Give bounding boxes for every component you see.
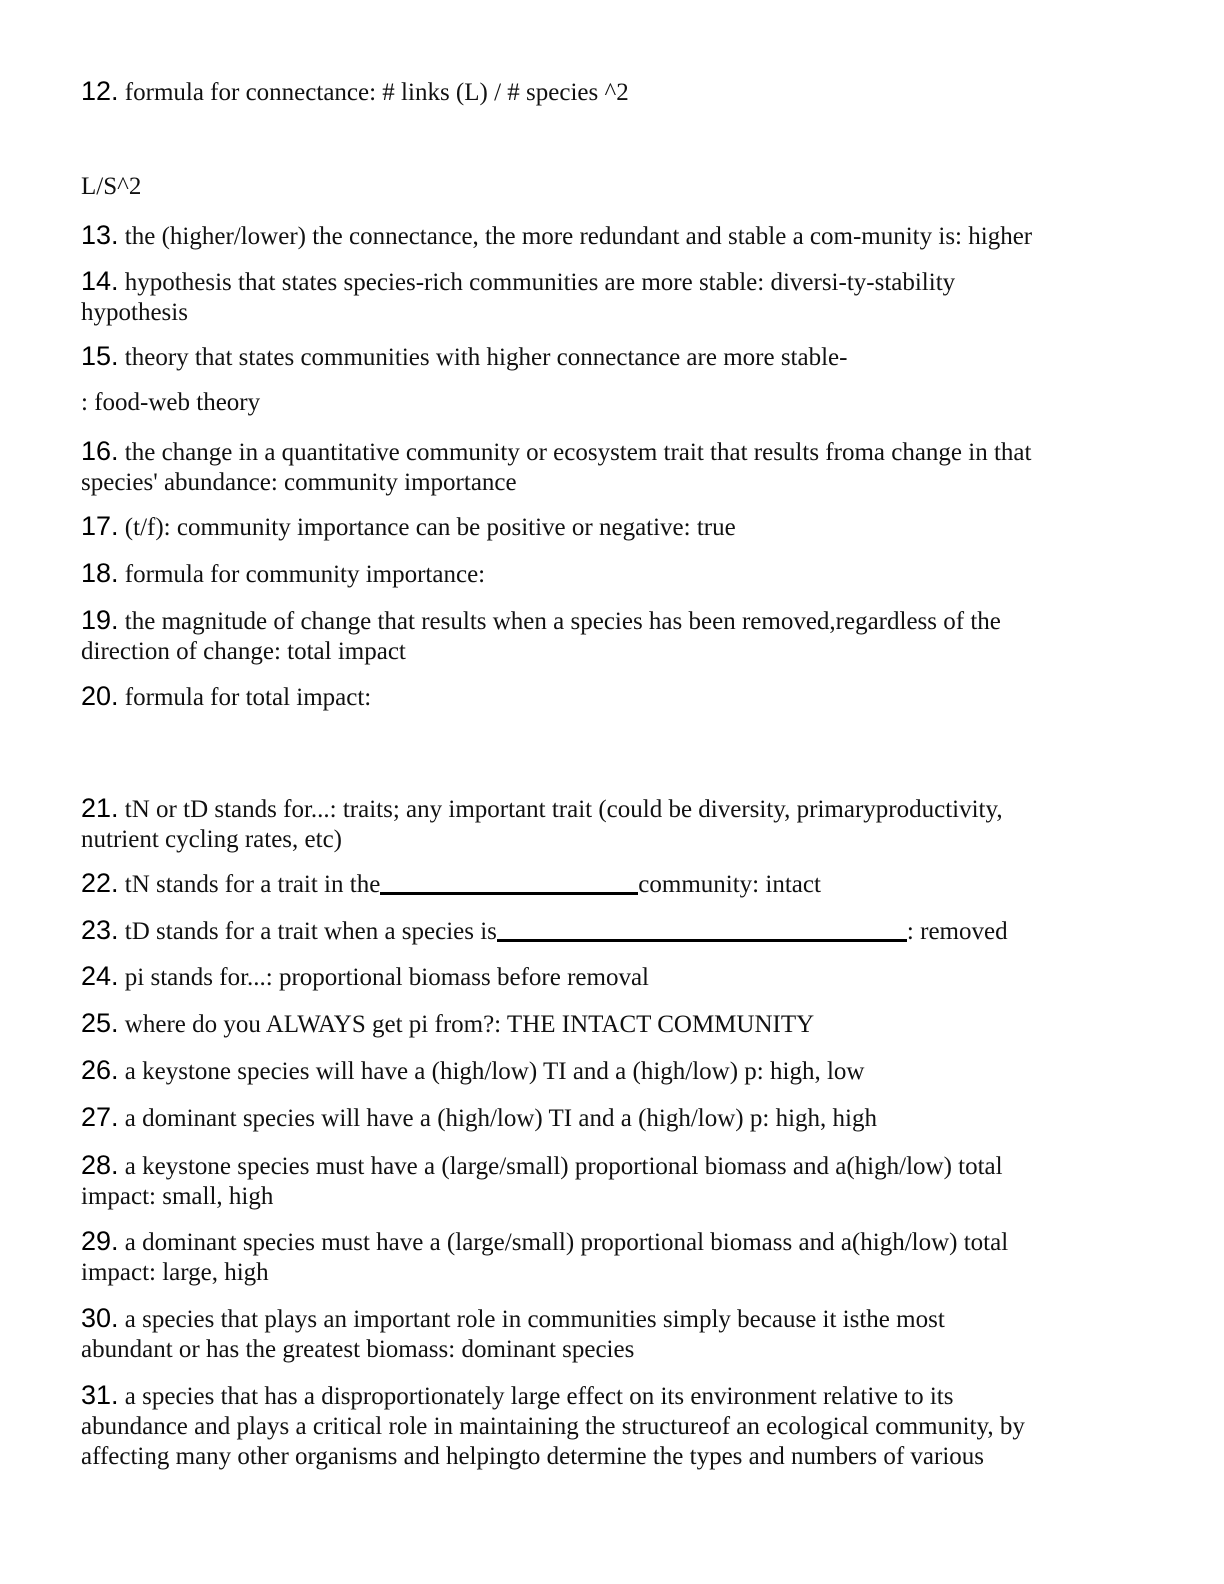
item-15-answer: : food-web theory xyxy=(81,389,261,416)
item-number: 18. xyxy=(81,558,119,588)
item-text: a species that has a disproportionately large effect on its environment relative to its xyxy=(124,1383,954,1410)
item-text: formula for connectance: # links (L) / # species ^2 xyxy=(124,79,629,106)
item-number: 27. xyxy=(81,1102,119,1132)
item-14 xyxy=(81,266,1161,328)
item-text: a dominant species will have a (high/low) TI and a (high/low) p: high, high xyxy=(124,1105,877,1132)
item-text: (t/f): community importance can be positive or negative: true xyxy=(124,514,736,541)
item-text: formula for total impact: xyxy=(124,684,372,711)
item-number: 14. xyxy=(81,266,119,296)
item-text: a keystone species must have a (large/small) proportional biomass and a(high/low) total xyxy=(124,1153,1003,1180)
item-30 xyxy=(81,1303,1161,1365)
item-text-answer: community: intact xyxy=(638,871,821,898)
item-text: tD stands for a trait when a species is xyxy=(124,918,497,945)
item-text: pi stands for...: proportional biomass before removal xyxy=(124,964,649,991)
item-20 xyxy=(81,681,1161,713)
item-16 xyxy=(81,436,1161,498)
item-23 xyxy=(81,915,1161,947)
item-text-cont: impact: large, high xyxy=(81,1259,269,1286)
item-28 xyxy=(81,1150,1161,1212)
item-number: 29. xyxy=(81,1226,119,1256)
item-text: a dominant species must have a (large/small) proportional biomass and a(high/low) total xyxy=(124,1229,1009,1256)
item-text-cont: direction of change: total impact xyxy=(81,638,406,665)
item-number: 21. xyxy=(81,793,119,823)
item-text-cont: species' abundance: community importance xyxy=(81,469,517,496)
item-13 xyxy=(81,220,1161,252)
item-text-cont: nutrient cycling rates, etc) xyxy=(81,826,342,853)
item-text: tN or tD stands for...: traits; any important trait (could be diversity, primaryproductivity, xyxy=(124,796,1003,823)
item-number: 12. xyxy=(81,76,119,106)
item-22 xyxy=(81,868,1161,900)
item-number: 26. xyxy=(81,1055,119,1085)
item-27 xyxy=(81,1102,1161,1134)
item-number: 23. xyxy=(81,915,119,945)
item-number: 15. xyxy=(81,341,119,371)
item-number: 25. xyxy=(81,1008,119,1038)
item-text-cont: abundance and plays a critical role in maintaining the structureof an ecological community, by xyxy=(81,1413,1025,1440)
item-12 xyxy=(81,76,1161,108)
item-31 xyxy=(81,1380,1161,1472)
item-12-answer-extra: L/S^2 xyxy=(81,173,142,200)
item-number: 16. xyxy=(81,436,119,466)
item-text: hypothesis that states species-rich communities are more stable: diversi-ty-stability xyxy=(124,269,956,296)
item-26 xyxy=(81,1055,1161,1087)
item-text: tN stands for a trait in the xyxy=(124,871,381,898)
item-number: 31. xyxy=(81,1380,119,1410)
fill-in-blank xyxy=(380,868,638,895)
item-21 xyxy=(81,793,1161,855)
item-text-cont: hypothesis xyxy=(81,299,188,326)
item-text: the magnitude of change that results when a species has been removed,regardless of the xyxy=(124,608,1001,635)
item-17 xyxy=(81,511,1161,543)
item-number: 17. xyxy=(81,511,119,541)
item-text: a keystone species will have a (high/low) TI and a (high/low) p: high, low xyxy=(124,1058,865,1085)
fill-in-blank xyxy=(497,915,907,942)
item-25 xyxy=(81,1008,1161,1040)
item-text-cont: affecting many other organisms and helpingto determine the types and numbers of various xyxy=(81,1443,985,1470)
item-text: where do you ALWAYS get pi from?: THE INTACT COMMUNITY xyxy=(124,1011,815,1038)
item-text: the change in a quantitative community or ecosystem trait that results froma change in that xyxy=(124,439,1032,466)
item-text: a species that plays an important role in communities simply because it isthe most xyxy=(124,1306,945,1333)
item-24 xyxy=(81,961,1161,993)
item-text: the (higher/lower) the connectance, the more redundant and stable a com-munity is: higher xyxy=(124,223,1033,250)
item-number: 13. xyxy=(81,220,119,250)
item-18 xyxy=(81,558,1161,590)
item-text-cont: impact: small, high xyxy=(81,1183,274,1210)
item-text-answer: : removed xyxy=(906,918,1008,945)
item-text: theory that states communities with higher connectance are more stable- xyxy=(124,344,848,371)
item-19 xyxy=(81,605,1161,667)
item-text-cont: abundant or has the greatest biomass: dominant species xyxy=(81,1336,635,1363)
item-text: formula for community importance: xyxy=(124,561,486,588)
item-number: 22. xyxy=(81,868,119,898)
item-number: 19. xyxy=(81,605,119,635)
item-number: 30. xyxy=(81,1303,119,1333)
item-15 xyxy=(81,341,1161,373)
item-number: 24. xyxy=(81,961,119,991)
item-number: 28. xyxy=(81,1150,119,1180)
item-29 xyxy=(81,1226,1161,1288)
item-number: 20. xyxy=(81,681,119,711)
